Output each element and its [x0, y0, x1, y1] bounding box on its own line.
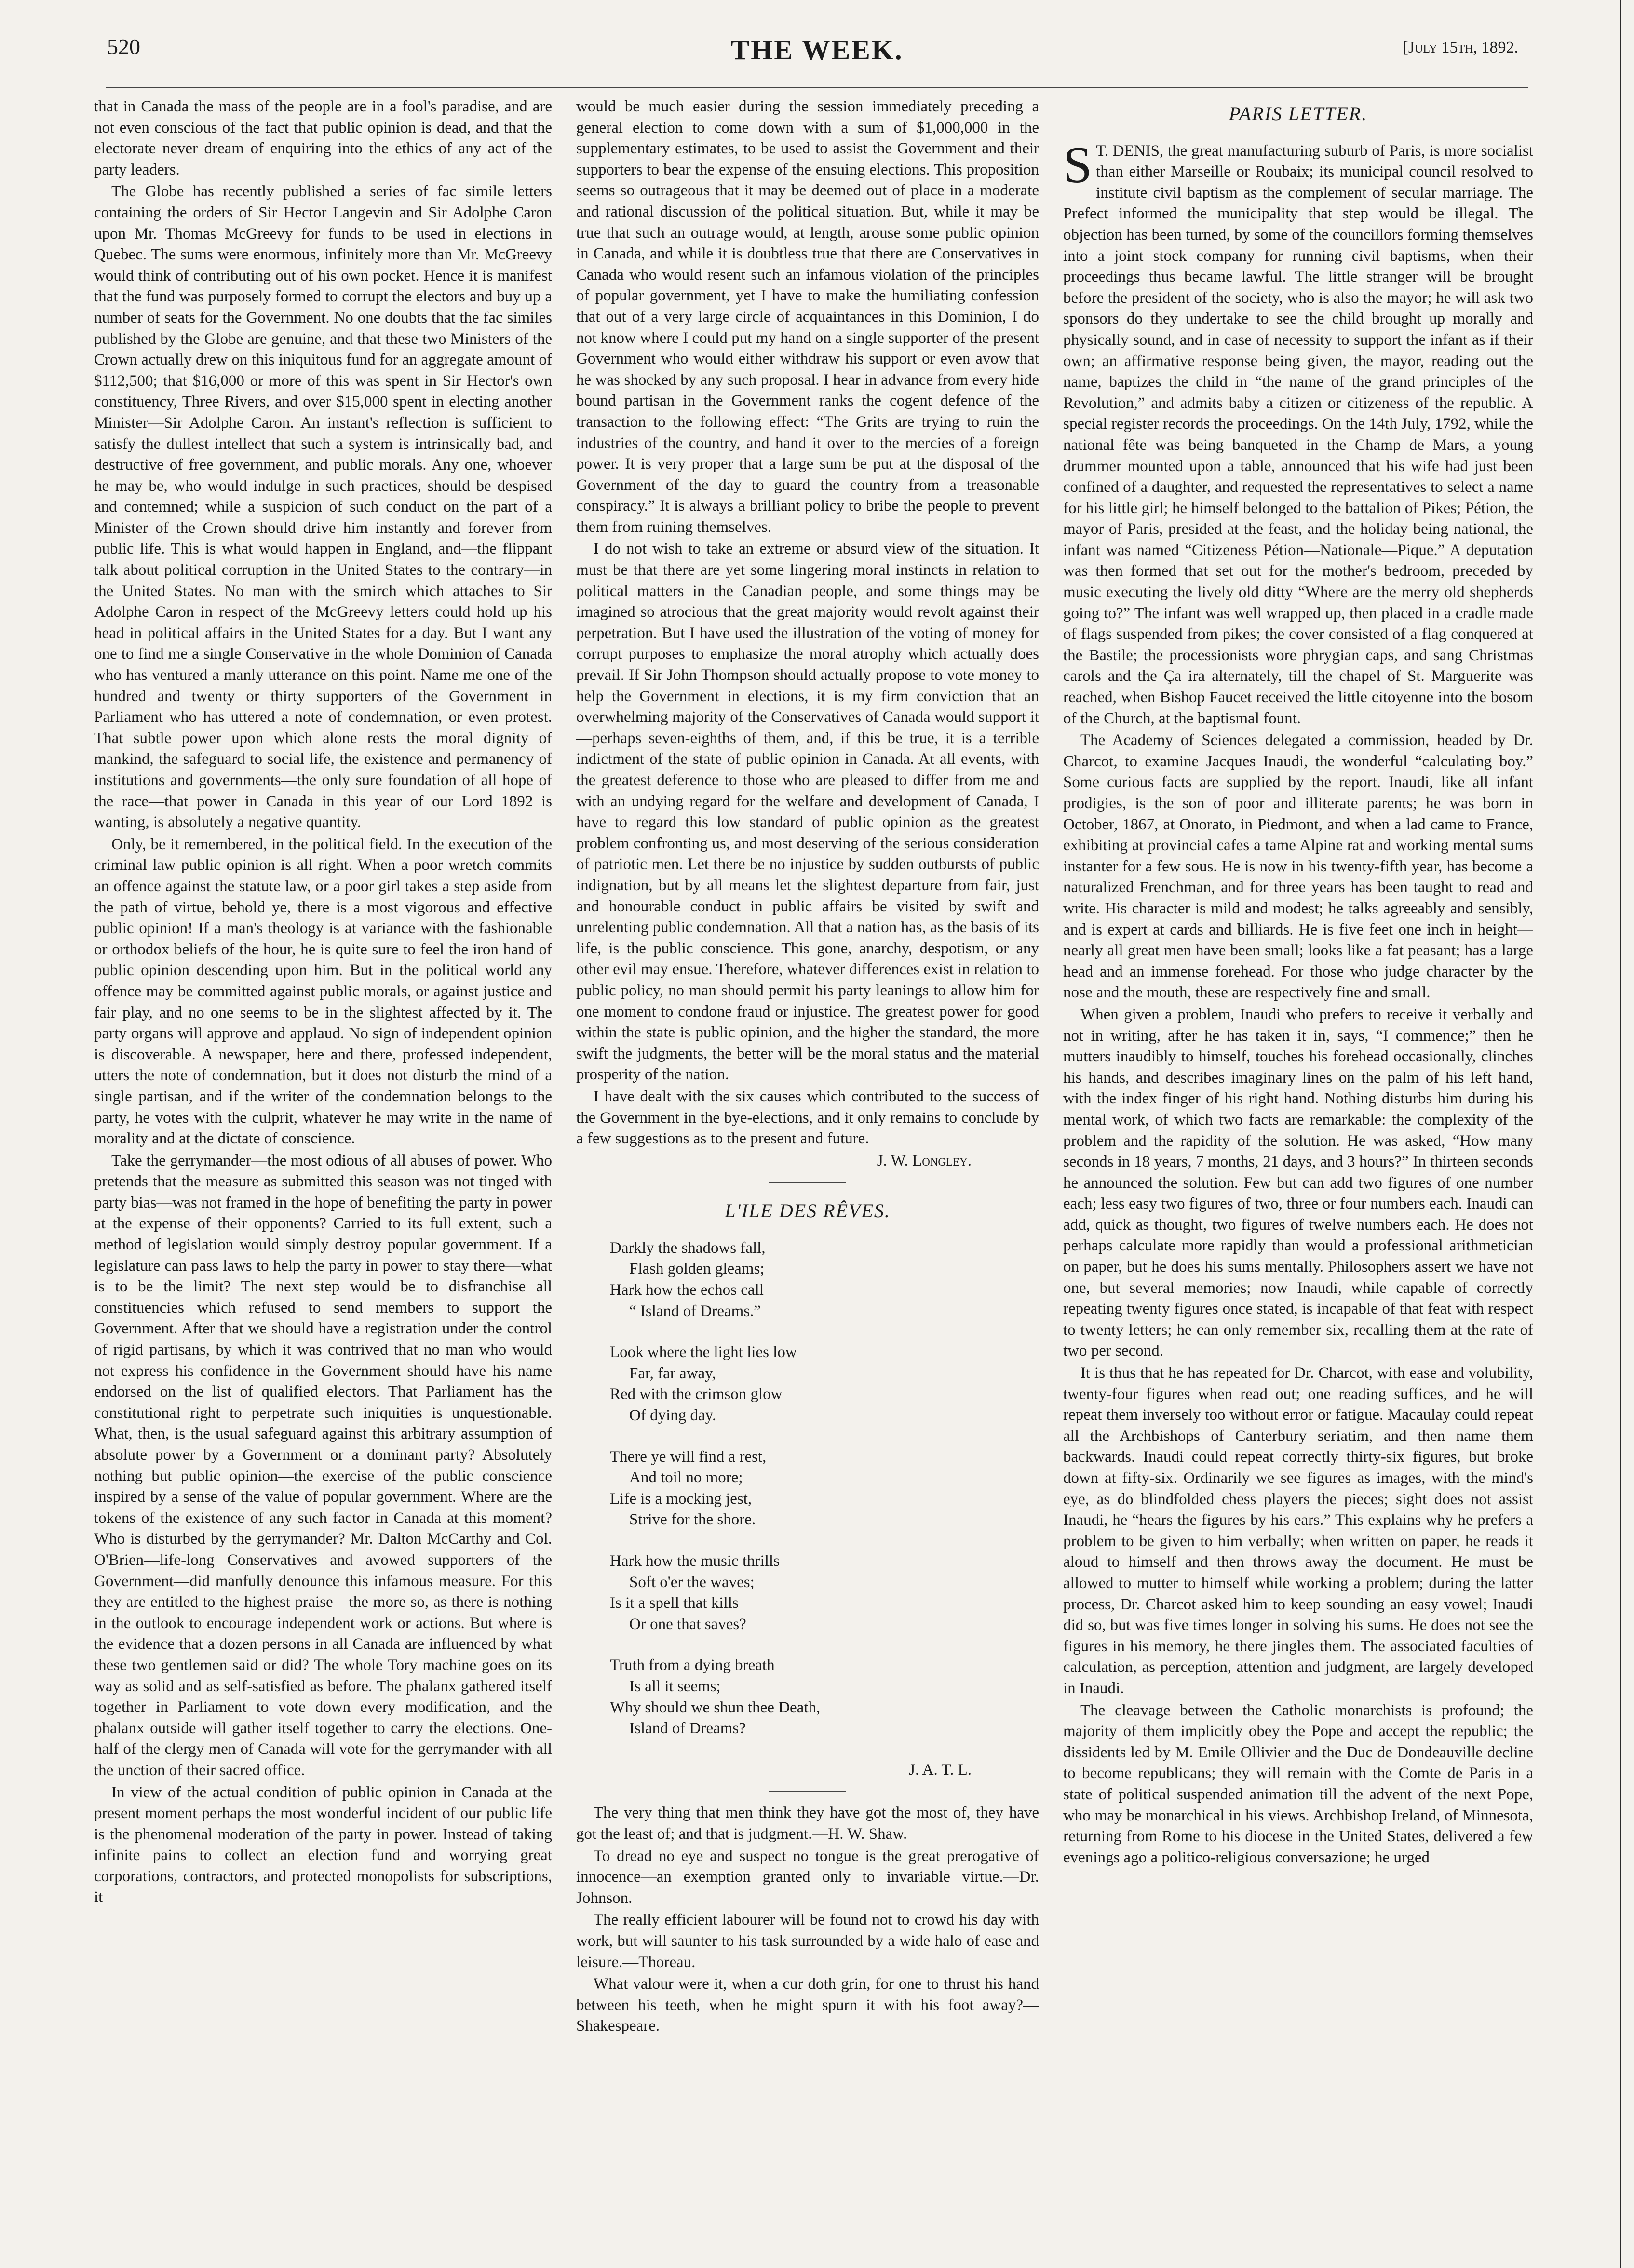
poem-title: L'ILE DES RÊVES. — [725, 1200, 891, 1222]
poem-line: Why should we shun thee Death, — [610, 1698, 821, 1716]
column-2 — [576, 96, 1039, 2247]
poem-stanza — [610, 1447, 1039, 1531]
poem-line: Far, far away, — [629, 1364, 716, 1382]
poem-stanza — [610, 1655, 1039, 1739]
poem-line: “ Island of Dreams.” — [629, 1302, 761, 1320]
quote: To dread no eye and suspect no tongue is the great prerogative of innocence—an exemption granted only to invariable virtue.—Dr. Johnson. — [576, 1847, 1039, 1907]
poem-line: Red with the crimson glow — [610, 1385, 783, 1403]
divider — [769, 1182, 846, 1183]
page-header — [0, 34, 1634, 92]
column-1 — [94, 96, 552, 2247]
column-3 — [1063, 96, 1533, 2247]
poem-line: Or one that saves? — [629, 1615, 746, 1633]
paragraph: I do not wish to take an extreme or absurd view of the situation. It must be that there are yet some lingering moral instincts in relation to political matters in the Canadian people, and some things may be imagined so atrocious that the great majority would revolt against their perpetration. But I have used the illustration of the voting of money for corrupt purposes to emphasize the moral atrophy which actually does prevail. If Sir John Thompson should actually propose to vote money to help the Government in elections, it is my firm conviction that an overwhelming majority of the Conservatives of Canada would support it—perhaps seven-eighths of them, and, if this be true, it is a terrible indictment of the state of public opinion in Canada. At all events, with the greatest deference to those who are pleased to differ from me and with an undying regard for the welfare and development of Canada, I have to regard this low standard of public opinion as the greatest problem confronting us, and most deserving of the serious consideration of patriotic men. Let there be no injustice by sudden outbursts of public indignation, but by all means let the slightest departure from fair, just and honourable conduct in public affairs be visited by swift and unrelenting public condemnation. All that a nation has, as the basis of its life, is the public conscience. This gone, anarchy, despotism, or any other evil may ensue. Therefore, whatever differences exist in relation to public policy, no man should permit his party leanings to allow him for one moment to condone fraud or injustice. The greatest power for good within the state is public opinion, and the higher the standard, the more swift the judgments, the better will be the moral status and the material prosperity of the nation. — [576, 540, 1039, 1084]
paragraph: that in Canada the mass of the people are in a fool's paradise, and are not even conscious of the fact that public opinion is dead, and that the electorate never dream of enquiring into the ethics of any act of the party leaders. — [94, 98, 552, 178]
quote: What valour were it, when a cur doth grin, for one to thrust his hand between his teeth, when he might spurn it with his foot away?—Shakespeare. — [576, 1975, 1039, 2035]
poem-line: Hark how the music thrills — [610, 1552, 780, 1570]
poem-signature: J. A. T. L. — [909, 1761, 972, 1779]
paragraph: In view of the actual condition of public opinion in Canada at the present moment perhaps the most wonderful incident of our public life is the phenomenal moderation of the party in power. Instead of taking infinite pains to collect an election fund and worrying great corporations, contractors, and protected monopolists for subscriptions, it — [94, 1783, 552, 1906]
poem-stanza — [610, 1238, 1039, 1322]
paragraph: When given a problem, Inaudi who prefers to receive it verbally and not in writing, after he has taken it in, says, “I commence;” then he mutters inaudibly to himself, touches his forehead occasionally, clinches his hands, and describes imaginary lines on the palm of his left hand, with the index finger of his right hand. Nothing disturbs him during his mental work, of which two facts are remarkable: the complexity of the problem and the rapidity of the solution. He was asked, “How many seconds in 18 years, 7 months, 21 days, and 3 hours?” In thirteen seconds he announced the solution. Few but can add two figures of one number each; less easy two figures of two, three or four numbers each. Inaudi can add, quick as thought, two figures of twelve numbers each. He does not perhaps calculate more rapidly than would a professional arithmetician on paper, but he does his sums mentally. Philosophers assert we have not one, but several memories; now Inaudi, while capable of correctly repeating twenty figures once stated, is incapable of that feat with respect to twenty letters; he can only remember six, recalling them at the rate of two per second. — [1063, 1005, 1533, 1360]
page-number: 520 — [107, 34, 140, 59]
paragraph: The cleavage between the Catholic monarchists is profound; the majority of them implicitly obey the Pope and accept the republic; the dissidents led by M. Emile Ollivier and the Duc de Dondeauville decline to become republicans; they will remain with the Comte de Paris in a state of political suspended animation till the advent of the next Pope, who may be monarchical in his views. Archbishop Ireland, of Minnesota, returning from Rome to his diocese in the United States, delivered a few evenings ago a politico-religious conversazione; he urged — [1063, 1701, 1533, 1866]
page-edge-line — [1620, 0, 1621, 2268]
poem-line: Life is a mocking jest, — [610, 1490, 752, 1507]
paragraph: It is thus that he has repeated for Dr. Charcot, with ease and volubility, twenty-four figures when read out; one reading suffices, and he will repeat them inversely too without error or fatigue. Macaulay could repeat all the Archbishops of Canterbury seriatim, and then name them backwards. Inaudi could repeat correctly thirty-six figures, but broke down at fifty-six. Ordinarily we see figures as images, with the mind's eye, as do blindfolded chess players the pieces; sight does not assist Inaudi, he “hears the figures by his ears.” This explains why he prefers a problem to be given to him verbally; when written on paper, he reads it aloud to himself and then throws away the document. He must be allowed to mutter to himself while working a problem; during the latter process, Dr. Charcot asked him to keep sounding an easy vowel; Inaudi did so, but was five times longer in solving his sums. He does not see the figures in his memory, he there jingles them. The associated faculties of calculation, as perception, attention and judgment, are largely developed in Inaudi. — [1063, 1364, 1533, 1697]
poem-line: Hark how the echos call — [610, 1281, 764, 1299]
poem-line: Soft o'er the waves; — [629, 1573, 755, 1591]
poem-stanza — [610, 1342, 1039, 1426]
article-signature: J. W. Longley. — [877, 1152, 972, 1169]
quote: The very thing that men think they have got the most of, they have got the least of; and that is judgment.—H. W. Shaw. — [576, 1804, 1039, 1843]
divider — [769, 1791, 846, 1792]
poem-line: Flash golden gleams; — [629, 1260, 765, 1278]
header-rule — [106, 87, 1528, 88]
paragraph: The Academy of Sciences delegated a commission, headed by Dr. Charcot, to examine Jacques Inaudi, the wonderful “calculating boy.” Some curious facts are supplied by the report. Inaudi, like all infant prodigies, is the son of poor and illiterate parents; he was born in October, 1867, at Onorato, in Piedmont, and when a lad came to France, exhibiting at provincial cafes a tame Alpine rat and working mental sums instanter for a few sous. He is now in his twenty-fifth year, has become a naturalized Frenchman, and for three years has been taught to read and write. His character is mild and modest; he talks agreeably and sensibly, and is expert at cards and billiards. He is five feet one inch in height—nearly all great men have been small; looks like a fat peasant; has a large head and an immense forehead. For those who judge character by the nose and the mouth, these are respectively fine and small. — [1063, 732, 1533, 1002]
poem-line: Is it a spell that kills — [610, 1594, 739, 1612]
paragraph: The Globe has recently published a series of fac simile letters containing the orders of Sir Hector Langevin and Sir Adolphe Caron upon Mr. Thomas McGreevy for funds to be used in elections in Quebec. The sums were enormous, infinitely more than Mr. McGreevy would think of contributing out of his own pocket. Hence it is manifest that the fund was purposely formed to corrupt the electors and buy up a number of seats for the Government. No one doubts that the fac similes published by the Globe are genuine, and that these two Ministers of the Crown actually drew on this iniquitous fund for an aggregate amount of $112,500; that $16,000 or more of this was spent in Sir Hector's own constituency, Three Rivers, and over $15,000 spent in electing another Minister—Sir Adolphe Caron. An instant's reflection is sufficient to satisfy the dullest intellect that such a system is intrinsically bad, and destructive of free government, and public morals. Any one, whoever he may be, who would indulge in such practices, should be despised and contemned; while a suspicion of such conduct on the part of a Minister of the Crown should drive him instantly and forever from public life. This is what would happen in England, and—the flippant talk about political corruption in the United States to the contrary—in the United States. No man with the smirch which attaches to Sir Adolphe Caron in respect of the McGreevy letters could hold up his head in political affairs in the United States for a day. But I want any one to find me a single Conservative in the whole Dominion of Canada who has ventured a manly utterance on this point. Name me one of the hundred and twenty or thirty supporters of the Government in Parliament who has uttered a note of condemnation, or even protest. That subtle power upon which alone rests the moral dignity of mankind, the safeguard to social life, the existence and permanency of institutions and governments—the only sure foundation of all hope of the race—that power in Canada in this year of our Lord 1892 is wanting, is absolutely a negative quantity. — [94, 183, 552, 831]
poem-line: Truth from a dying breath — [610, 1657, 775, 1674]
poem-line: Look where the light lies low — [610, 1344, 797, 1361]
article-title: PARIS LETTER. — [1229, 103, 1368, 124]
masthead-title: THE WEEK. — [730, 34, 904, 66]
paragraph: I have dealt with the six causes which contributed to the success of the Government in the bye-elections, and it only remains to conclude by a few suggestions as to the present and future. — [576, 1087, 1039, 1148]
quote: The really efficient labourer will be found not to crowd his day with work, but will saunter to his task surrounded by a wide halo of ease and leisure.—Thoreau. — [576, 1911, 1039, 1971]
poem — [610, 1238, 1039, 1739]
poem-line: Darkly the shadows fall, — [610, 1239, 766, 1257]
poem-line: Is all it seems; — [629, 1677, 721, 1695]
poem-line: Island of Dreams? — [629, 1720, 746, 1738]
paragraph: would be much easier during the session immediately preceding a general election to come down with a sum of $1,000,000 in the supplementary estimates, to be used to assist the Government and their supporters to bear the expense of the ensuing elections. This proposition seems so outrageous that it may be deemed out of place in a moderate and rational discussion of the political situation. But, while it may be true that such an outrage would, at length, arouse some public opinion in Canada, and while it is doubtless true that there are Conservatives in Canada who would resent such an infamous violation of the principles of popular government, yet I have to make the humiliating confession that out of a very large circle of acquaintances in this Dominion, I do not know where I could put my hand on a single supporter of the present Government who would either withdraw his support or even avow that he was shocked by any such proposal. I hear in advance from every hide bound partisan in the Government ranks the cogent defence of the transaction to the following effect: “The Grits are trying to ruin the industries of the country, and hand it over to the mercies of a foreign power. It is very proper that a large sum be put at the disposal of the Government of the day to guard the country from a treasonable conspiracy.” It is always a brilliant policy to bribe the people to prevent them from ruining themselves. — [576, 98, 1039, 536]
poem-stanza — [610, 1551, 1039, 1635]
paragraph — [1063, 136, 1533, 730]
paragraph: Only, be it remembered, in the political field. In the execution of the criminal law public opinion is all right. When a poor wretch commits an offence against the statute law, or a poor girl takes a step aside from the path of virtue, behold ye, there is a most vigorous and effective public opinion! If a man's theology is at variance with the fashionable or orthodox beliefs of the hour, he is quite sure to feel the iron hand of public opinion descending upon him. But in the political world any offence may be committed against public morals, or against justice and fair play, and no one seems to be in the slightest affected by it. The party organs will approve and applaud. No sign of independent opinion is discoverable. A newspaper, here and there, professed independent, utters the note of condemnation, but it does not disturb the mind of a single partisan, and if the writer of the condemnation belongs to the party, he votes with the culprit, whatever he may write in the name of morality and at the dictate of conscience. — [94, 835, 552, 1148]
poem-line: And toil no more; — [629, 1469, 743, 1487]
poem-line: There ye will find a rest, — [610, 1448, 767, 1466]
poem-line: Of dying day. — [629, 1407, 716, 1425]
poem-line: Strive for the shore. — [629, 1511, 756, 1529]
paragraph-text: T. DENIS, the great manufacturing suburb of Paris, is more socialist than either Marseille or Roubaix; its municipal council resolved to institute civil baptism as the complement of secular marriage. The Prefect informed the municipality that step would be illegal. The objection has been turned, by some of the councillors forming themselves into a joint stock company for running civil baptisms, when their proceedings thus became lawful. The little stranger will be brought before the president of the society, who is also the mayor; he will ask two sponsors do they undertake to see the child brought up morally and physically sound, and in case of necessity to support the infant as if their own; an affirmative response being given, the mayor, reading out the name, baptizes the child in “the name of the grand principles of the Revolution,” and admits baby a citizen or citizeness of the republic. A special register records the proceedings. On the 14th July, 1792, while the national fête was being banqueted in the Champ de Mars, a young drummer mounted upon a table, announced that his wife had just been confined of a daughter, and requested the representatives to select a name for his little girl; he himself belonged to the battalion of Pikes; Pétion, the mayor of Paris, presided at the feast, and the holiday being national, the infant was named “Citizeness Pétion—Nationale—Pique.” A deputation was then formed that set out for the mother's bedroom, preceded by music executing the lively old ditty “Where are the merry old shepherds going to?” The infant was well wrapped up, then placed in a cradle made of flags suspended from pikes; the cover consisted of a flag conquered at the Bastile; the processionists wore phrygian caps, and sang Christmas carols and the Ça ira alternately, till the chapel of St. Marguerite was reached, when Bishop Faucet received the little citoyenne into the bosom of the Church, at the baptismal fount. — [1063, 142, 1533, 727]
paragraph: Take the gerrymander—the most odious of all abuses of power. Who pretends that the measure as submitted this season was not tinged with party bias—was not framed in the hope of benefiting the party in power at the expense of their opponents? Carried to its full extent, such a method of legislation would simply destroy popular government. If a legislature can pass laws to help the party in power to stay there—what is to be the limit? The next step would be to disfranchise all constituencies which refused to send members to support the Government. After that we should have a registration under the control of rigid partisans, by which it was contrived that no man who would not express his confidence in the Government should have his name endorsed on the list of qualified electors. That Parliament has the constitutional right to perpetrate such iniquities is unquestionable. What, then, is the usual safeguard against this arbitrary assumption of absolute power by a Government or a dominant party? Absolutely nothing but public opinion—the exercise of the public conscience inspired by a sense of the value of popular government. Where are the tokens of the existence of any such factor in Canada at this moment? Who is disturbed by the gerrymander? Mr. Dalton McCarthy and Col. O'Brien—life-long Conservatives and avowed supporters of the Government—did manfully denounce this infamous measure. For this they are entitled to the highest praise—the more so, as there is nothing in the outlook to encourage independent work or actions. But where is the evidence that a dozen persons in all Canada are influenced by what these two gentlemen said or did? The whole Tory machine goes on its way as solid and as self-satisfied as before. The phalanx gathered itself together in Parliament to vote down every modification, and the phalanx outside will gather itself together to carry the elections. One-half of the clergy men of Canada will vote for the gerrymander with all the unction of their sacred office. — [94, 1152, 552, 1779]
drop-cap: S — [1063, 136, 1093, 194]
issue-date: [July 15th, 1892. — [1403, 39, 1518, 56]
